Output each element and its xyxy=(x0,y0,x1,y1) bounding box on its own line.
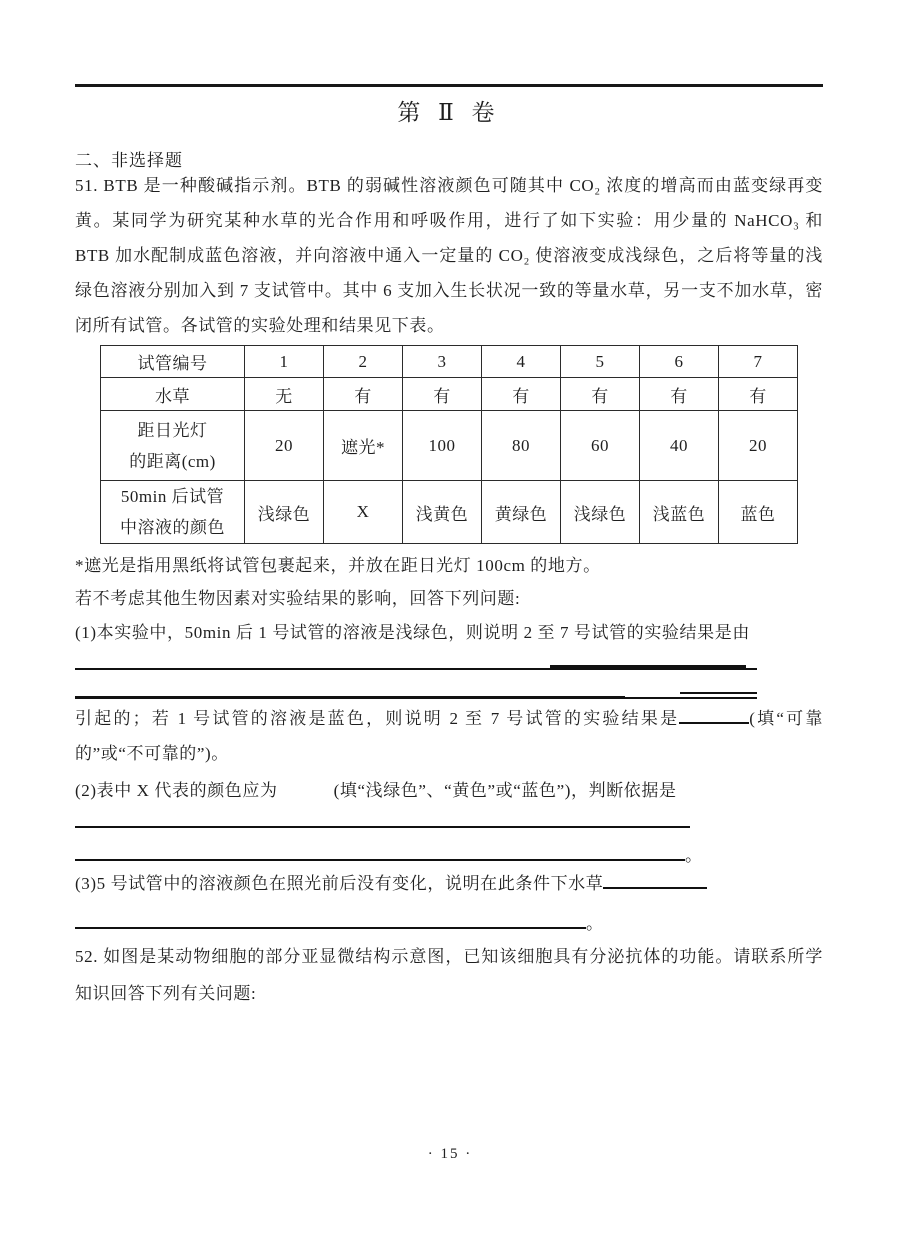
answer-blank-inline xyxy=(679,708,749,724)
answer-blank-with-period xyxy=(75,909,603,934)
row-label xyxy=(101,481,245,544)
section-heading: 二、非选择题 xyxy=(75,151,183,170)
sentence-period: 。 xyxy=(586,914,603,933)
table-header-cell: 3 xyxy=(403,346,482,378)
sentence-period: 。 xyxy=(685,846,702,865)
table-footnote: *遮光是指用黑纸将试管包裹起来，并放在距日光灯 100cm 的地方。 xyxy=(75,556,601,575)
table-cell: 浅黄色 xyxy=(403,481,482,544)
answer-blank-line xyxy=(75,668,757,670)
table-cell: 蓝色 xyxy=(719,481,798,544)
header-rule xyxy=(75,84,823,87)
table-cell: X xyxy=(324,481,403,544)
table-cell: 100 xyxy=(403,411,482,481)
q51-part1-continuation xyxy=(75,701,823,771)
part3-pre: (3)5 号试管中的溶液颜色在照光前后没有变化，说明在此条件下水草 xyxy=(75,874,604,893)
answer-blank-line-overlap xyxy=(680,692,757,694)
answer-blank-line-overlap xyxy=(75,696,625,699)
table-cell: 黄绿色 xyxy=(482,481,561,544)
answer-blank-line xyxy=(75,826,690,828)
row-label-line1: 50min 后试管 xyxy=(120,487,225,506)
table-header-cell: 1 xyxy=(245,346,324,378)
page-title: 第 Ⅱ 卷 xyxy=(397,100,501,125)
row-label xyxy=(101,411,245,481)
answer-blank-line xyxy=(75,843,685,861)
q51-lead-in: 若不考虑其他生物因素对实验结果的影响，回答下列问题: xyxy=(75,589,521,608)
table-header-label: 试管编号 xyxy=(101,346,245,378)
answer-blank-line-overlap xyxy=(550,665,746,668)
table-cell: 20 xyxy=(719,411,798,481)
table-header-row xyxy=(101,346,798,378)
table-row-distance xyxy=(101,411,798,481)
q51-part2-text xyxy=(75,773,823,808)
table-cell: 浅绿色 xyxy=(245,481,324,544)
answer-blank-line xyxy=(75,911,586,929)
table-header-cell: 2 xyxy=(324,346,403,378)
answer-blank-inline xyxy=(603,873,707,889)
table-cell: 80 xyxy=(482,411,561,481)
table-row-waterweed xyxy=(101,378,798,411)
table-cell: 有 xyxy=(561,378,640,411)
table-cell: 有 xyxy=(719,378,798,411)
table-cell: 遮光* xyxy=(324,411,403,481)
q51-part3-text xyxy=(75,866,823,901)
row-label-line2: 的距离(cm) xyxy=(129,451,216,471)
table-row-color xyxy=(101,481,798,544)
table-cell: 浅蓝色 xyxy=(640,481,719,544)
table-cell: 20 xyxy=(245,411,324,481)
table-cell: 无 xyxy=(245,378,324,411)
table-cell: 有 xyxy=(403,378,482,411)
table-cell: 有 xyxy=(640,378,719,411)
page-number: · 15 · xyxy=(427,1146,473,1162)
table-header-cell: 6 xyxy=(640,346,719,378)
q51-intro: 51. BTB 是一种酸碱指示剂。BTB 的弱碱性溶液颜色可随其中 CO₂ 浓度的增高而由蓝变绿再变黄。某同学为研究某种水草的光合作用和呼吸作用，进行了如下实验：用少量的 NaHCO₃ 和 BTB 加水配制成蓝色溶液，并向溶液中通入一定量的 CO₂ 使溶液变成浅绿色，之后将等量的浅绿色溶液分别加入到 7 支试管中。其中 6 支加入生长状况一致的等量水草，另一支不加水草，密闭所有试管。各试管的实验处理和结果见下表。 xyxy=(75,176,823,335)
part1-cont-post: (填“可靠的”或“不可靠的”)。 xyxy=(75,709,823,763)
part1-cont-pre: 引起的；若 1 号试管的溶液是蓝色，则说明 2 至 7 号试管的实验结果是 xyxy=(75,709,680,728)
q51-part1-text: (1)本实验中，50min 后 1 号试管的溶液是浅绿色，则说明 2 至 7 号试管的实验结果是由 xyxy=(75,623,750,642)
q52-intro: 52. 如图是某动物细胞的部分亚显微结构示意图，已知该细胞具有分泌抗体的功能。请联系所学知识回答下列有关问题: xyxy=(75,947,823,1003)
answer-blank-with-period xyxy=(75,841,702,866)
experiment-table xyxy=(100,345,798,544)
table-cell: 有 xyxy=(324,378,403,411)
table-header-cell: 5 xyxy=(561,346,640,378)
table-cell: 浅绿色 xyxy=(561,481,640,544)
part2-post: (填“浅绿色”、“黄色”或“蓝色”)，判断依据是 xyxy=(333,781,677,800)
table-header-cell: 7 xyxy=(719,346,798,378)
table-header-cell: 4 xyxy=(482,346,561,378)
part2-pre: (2)表中 X 代表的颜色应为 xyxy=(75,781,278,800)
row-label-line2: 中溶液的颜色 xyxy=(120,518,225,537)
row-label: 水草 xyxy=(101,378,245,411)
row-label-line1: 距日光灯 xyxy=(137,420,208,440)
table-cell: 40 xyxy=(640,411,719,481)
table-cell: 有 xyxy=(482,378,561,411)
table-cell: 60 xyxy=(561,411,640,481)
